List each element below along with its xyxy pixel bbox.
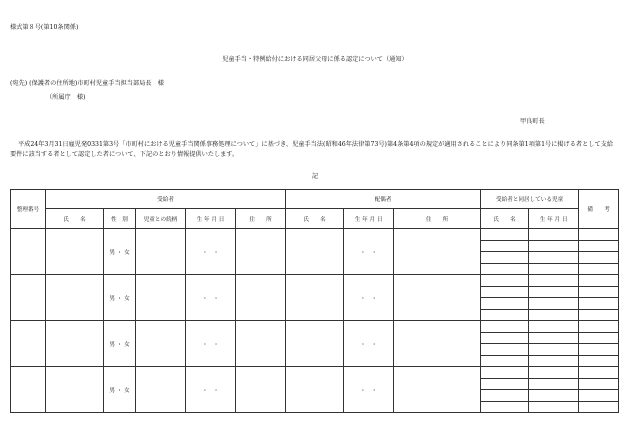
- biko-cell: [579, 344, 619, 356]
- entry-haiguusha-birthdate-cell: ・ ・: [344, 367, 394, 413]
- col-jukyusha-name: 氏 名: [46, 209, 104, 229]
- entry-relation-cell: [136, 367, 186, 413]
- child-name-cell: [481, 378, 529, 390]
- header-jukyusha: 受給者: [46, 190, 286, 209]
- col-haiguusha-birthdate: 生 年 月 日: [344, 209, 394, 229]
- entry-haiguusha-name-cell: [286, 367, 344, 413]
- biko-cell: [579, 263, 619, 275]
- col-jukyusha-sex: 性 別: [104, 209, 136, 229]
- child-name-cell: [481, 390, 529, 402]
- child-birthdate-cell: [529, 286, 579, 298]
- entry-haiguusha-name-cell: [286, 275, 344, 321]
- biko-cell: [579, 275, 619, 287]
- ki-marker: 記: [311, 173, 319, 180]
- header-biko: 備 考: [579, 190, 619, 229]
- biko-cell: [579, 355, 619, 367]
- col-jukyusha-address: 住 所: [236, 209, 286, 229]
- biko-cell: [579, 229, 619, 241]
- header-doukyo-jido: 受給者と同居している児童: [481, 190, 579, 209]
- child-name-cell: [481, 332, 529, 344]
- header-haiguusha: 配偶者: [286, 190, 481, 209]
- entry-sex-cell: 男 ・ 女: [104, 229, 136, 275]
- entry-haiguusha-address-cell: [394, 321, 481, 367]
- entry-haiguusha-address-cell: [394, 367, 481, 413]
- entry-jukyusha-name-cell: [46, 321, 104, 367]
- report-table: [10, 189, 619, 413]
- form-number: 様式第８号(第10条関係): [10, 24, 79, 31]
- child-name-cell: [481, 240, 529, 252]
- child-birthdate-cell: [529, 309, 579, 321]
- child-birthdate-cell: [529, 401, 579, 413]
- entry-sex-cell: 男 ・ 女: [104, 367, 136, 413]
- notice-body: 平成24年3月31日雇児発0331第3号「市町村における児童手当関係事務処理について」に基づき、児童手当法(昭和46年法律第73号)第4条第4項の規定が適用されることにより同条第1項第1号に掲げる者として支給要件に該当する者として認定した者について、下記のとおり情報提供いたします。: [10, 141, 614, 158]
- entry-relation-cell: [136, 275, 186, 321]
- child-birthdate-cell: [529, 229, 579, 241]
- child-name-cell: [481, 321, 529, 333]
- entry-haiguusha-birthdate-cell: ・ ・: [344, 321, 394, 367]
- biko-cell: [579, 286, 619, 298]
- biko-cell: [579, 240, 619, 252]
- entry-jukyusha-birthdate-cell: ・ ・: [186, 229, 236, 275]
- biko-cell: [579, 332, 619, 344]
- entry-jukyusha-name-cell: [46, 229, 104, 275]
- child-birthdate-cell: [529, 275, 579, 287]
- biko-cell: [579, 309, 619, 321]
- entry-haiguusha-address-cell: [394, 229, 481, 275]
- entry-seiri-cell: [11, 229, 46, 275]
- col-jukyusha-relation: 児童との続柄: [136, 209, 186, 229]
- entry-jukyusha-name-cell: [46, 367, 104, 413]
- child-birthdate-cell: [529, 321, 579, 333]
- child-name-cell: [481, 309, 529, 321]
- biko-cell: [579, 378, 619, 390]
- entry-seiri-cell: [11, 275, 46, 321]
- entry-seiri-cell: [11, 321, 46, 367]
- col-haiguusha-address: 住 所: [394, 209, 481, 229]
- child-name-cell: [481, 286, 529, 298]
- col-jukyusha-birthdate: 生 年 月 日: [186, 209, 236, 229]
- entry-jukyusha-birthdate-cell: ・ ・: [186, 367, 236, 413]
- child-name-cell: [481, 252, 529, 264]
- biko-cell: [579, 321, 619, 333]
- entry-haiguusha-birthdate-cell: ・ ・: [344, 229, 394, 275]
- child-birthdate-cell: [529, 367, 579, 379]
- entry-jukyusha-name-cell: [46, 275, 104, 321]
- child-birthdate-cell: [529, 378, 579, 390]
- child-name-cell: [481, 263, 529, 275]
- entry-sex-cell: 男 ・ 女: [104, 275, 136, 321]
- child-birthdate-cell: [529, 355, 579, 367]
- child-name-cell: [481, 298, 529, 310]
- sender-name: 甲良町長: [520, 118, 545, 125]
- child-birthdate-cell: [529, 263, 579, 275]
- child-birthdate-cell: [529, 298, 579, 310]
- child-birthdate-cell: [529, 252, 579, 264]
- document-title: 児童手当・特例給付における同居父母に係る認定について（通知）: [222, 56, 408, 63]
- entry-jukyusha-address-cell: [236, 229, 286, 275]
- addressee-line-1: (宛先) (保護者の住所地)市町村児童手当担当部局長 様: [10, 80, 164, 87]
- child-name-cell: [481, 275, 529, 287]
- child-name-cell: [481, 401, 529, 413]
- header-seiri: 整理番号: [11, 190, 46, 229]
- entry-relation-cell: [136, 321, 186, 367]
- child-name-cell: [481, 355, 529, 367]
- child-birthdate-cell: [529, 390, 579, 402]
- entry-haiguusha-name-cell: [286, 321, 344, 367]
- biko-cell: [579, 298, 619, 310]
- biko-cell: [579, 390, 619, 402]
- entry-seiri-cell: [11, 367, 46, 413]
- entry-haiguusha-name-cell: [286, 229, 344, 275]
- entry-relation-cell: [136, 229, 186, 275]
- entry-sex-cell: 男 ・ 女: [104, 321, 136, 367]
- entry-jukyusha-birthdate-cell: ・ ・: [186, 321, 236, 367]
- entry-jukyusha-address-cell: [236, 367, 286, 413]
- child-name-cell: [481, 344, 529, 356]
- child-birthdate-cell: [529, 240, 579, 252]
- child-name-cell: [481, 229, 529, 241]
- col-haiguusha-name: 氏 名: [286, 209, 344, 229]
- child-name-cell: [481, 367, 529, 379]
- child-birthdate-cell: [529, 332, 579, 344]
- entry-jukyusha-birthdate-cell: ・ ・: [186, 275, 236, 321]
- entry-haiguusha-birthdate-cell: ・ ・: [344, 275, 394, 321]
- entry-jukyusha-address-cell: [236, 275, 286, 321]
- addressee-line-2: （所属庁 様): [46, 94, 86, 101]
- biko-cell: [579, 252, 619, 264]
- entry-haiguusha-address-cell: [394, 275, 481, 321]
- col-child-name: 氏 名: [481, 209, 529, 229]
- entry-jukyusha-address-cell: [236, 321, 286, 367]
- biko-cell: [579, 367, 619, 379]
- biko-cell: [579, 401, 619, 413]
- col-child-birthdate: 生 年 月 日: [529, 209, 579, 229]
- child-birthdate-cell: [529, 344, 579, 356]
